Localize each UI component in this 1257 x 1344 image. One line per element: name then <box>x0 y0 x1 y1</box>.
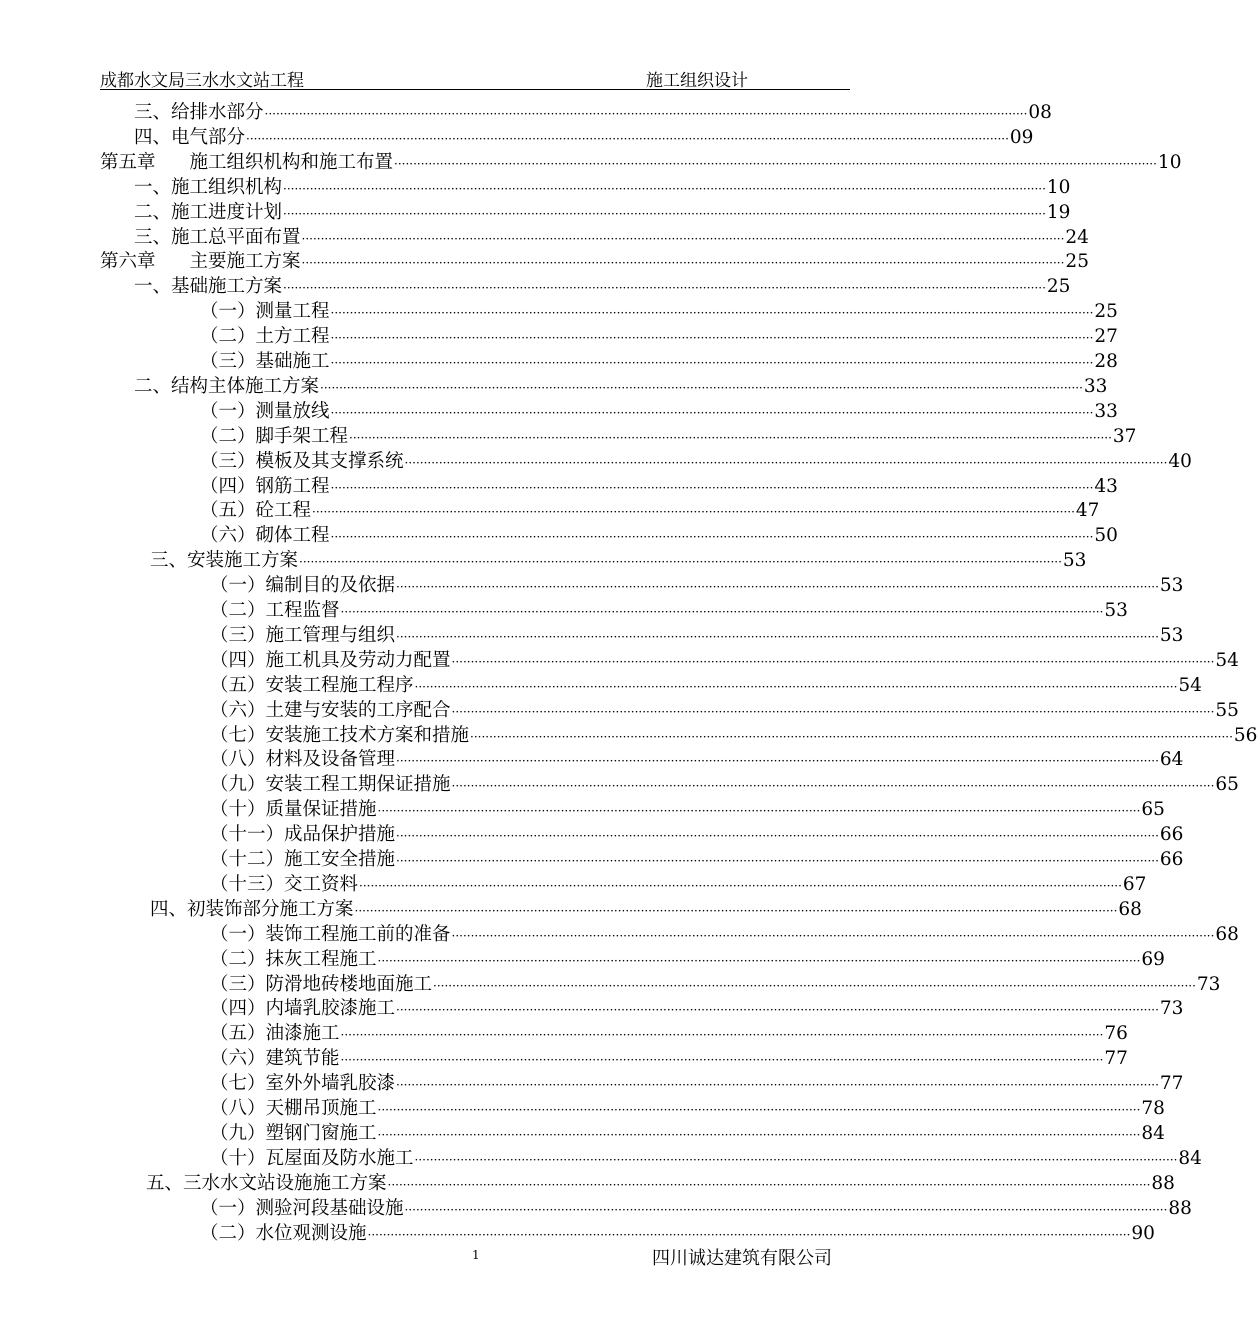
toc-entry-title: （十一）成品保护措施 <box>210 824 396 846</box>
toc-entry[interactable] <box>200 424 1137 449</box>
toc-entry-page: 55 <box>1215 699 1239 721</box>
toc-entry[interactable] <box>210 1021 1128 1046</box>
toc-entry[interactable] <box>150 548 1087 573</box>
toc-entry[interactable] <box>134 100 1052 125</box>
toc-entry-title: （十）质量保证措施 <box>210 799 377 821</box>
toc-leader-dots: ········································································································································································································ <box>301 231 1065 246</box>
toc-leader-dots: ········································································································································································································ <box>377 1127 1141 1142</box>
toc-leader-dots: ········································································································································································································ <box>404 1202 1168 1217</box>
toc-leader-dots: ········································································································································································································ <box>354 903 1118 918</box>
toc-leader-dots: ········································································································································································································ <box>330 405 1094 420</box>
toc-entry-page: 53 <box>1159 624 1184 646</box>
toc-leader-dots: ········································································································································································································ <box>433 978 1196 993</box>
toc-entry-title: （九）安装工程工期保证措施 <box>210 774 451 796</box>
toc-entry-title: 二、施工进度计划 <box>134 201 283 223</box>
toc-entry[interactable] <box>210 972 1221 997</box>
toc-entry-page: 54 <box>1215 649 1239 671</box>
toc-leader-dots: ········································································································································································································ <box>377 804 1141 819</box>
toc-entry-page: 67 <box>1122 873 1147 895</box>
toc-entry-page: 64 <box>1159 749 1184 771</box>
toc-leader-dots: ········································································································································································································ <box>330 331 1094 346</box>
toc-entry-title: 四、初装饰部分施工方案 <box>150 898 354 920</box>
toc-entry-title: （三）施工管理与组织 <box>210 624 396 646</box>
toc-entry[interactable] <box>100 150 1182 175</box>
toc-entry[interactable] <box>200 349 1118 374</box>
toc-entry-page: 53 <box>1062 550 1087 572</box>
toc-entry-title: （二）水位观测设施 <box>200 1222 367 1244</box>
toc-entry-page: 66 <box>1159 824 1184 846</box>
toc-leader-dots: ········································································································································································································ <box>340 1053 1104 1068</box>
toc-entry[interactable] <box>210 1121 1165 1146</box>
toc-entry[interactable] <box>200 324 1118 349</box>
toc-entry[interactable] <box>210 772 1239 797</box>
toc-leader-dots: ········································································································································································································ <box>312 505 1075 520</box>
toc-leader-dots: ········································································································································································································ <box>396 629 1159 644</box>
toc-entry-page: 69 <box>1141 948 1165 970</box>
toc-entry[interactable] <box>210 847 1184 872</box>
toc-leader-dots: ········································································································································································································ <box>414 679 1178 694</box>
toc-entry-title: （七）安装施工技术方案和措施 <box>210 724 470 746</box>
toc-entry-title: （二）脚手架工程 <box>200 425 349 447</box>
toc-leader-dots: ········································································································································································································ <box>451 779 1215 794</box>
header-rule <box>100 89 850 90</box>
toc-entry-title: （四）钢筋工程 <box>200 475 330 497</box>
toc-entry[interactable] <box>200 299 1118 324</box>
toc-entry[interactable] <box>210 573 1184 598</box>
toc-entry-title: （六）砌体工程 <box>200 525 330 547</box>
toc-leader-dots: ········································································································································································································ <box>451 928 1215 943</box>
toc-entry-page: 65 <box>1215 774 1239 796</box>
toc-chapter-title: 施工组织机构和施工布置 <box>189 151 394 173</box>
toc-entry-title: （三）模板及其支撑系统 <box>200 450 404 472</box>
toc-entry[interactable] <box>210 1146 1202 1171</box>
toc-entry[interactable] <box>200 474 1118 499</box>
toc-leader-dots: ········································································································································································································ <box>451 704 1215 719</box>
toc-leader-dots: ········································································································································································································ <box>414 1152 1178 1167</box>
toc-entry-title: （九）塑钢门窗施工 <box>210 1122 377 1144</box>
toc-entry-page: 43 <box>1094 475 1118 497</box>
toc-entry-page: 50 <box>1094 525 1118 547</box>
toc-entry-page: 09 <box>1009 126 1034 148</box>
header-project-title: 成都水文局三水水文站工程 <box>100 71 304 91</box>
toc-entry-page: 54 <box>1178 674 1202 696</box>
toc-entry-page: 88 <box>1151 1172 1175 1194</box>
toc-entry[interactable] <box>134 175 1071 200</box>
toc-entry-title: （六）土建与安装的工序配合 <box>210 699 451 721</box>
toc-leader-dots: ········································································································································································································ <box>340 1028 1104 1043</box>
toc-entry-page: 47 <box>1075 500 1100 522</box>
toc-leader-dots: ········································································································································································································ <box>451 654 1215 669</box>
toc-entry-title: （八）材料及设备管理 <box>210 749 396 771</box>
toc-entry-page: 73 <box>1159 998 1184 1020</box>
toc-entry-title: （六）建筑节能 <box>210 1048 340 1070</box>
toc-entry-page: 25 <box>1094 301 1118 323</box>
toc-leader-dots: ········································································································································································································ <box>396 1078 1159 1093</box>
toc-leader-dots: ········································································································································································································ <box>330 306 1094 321</box>
toc-entry[interactable] <box>210 872 1147 897</box>
toc-entry-page: 68 <box>1118 898 1142 920</box>
toc-entry-title: （三）防滑地砖楼地面施工 <box>210 973 433 995</box>
toc-entry-page: 56 <box>1233 724 1257 746</box>
toc-entry-title: （二）抹灰工程施工 <box>210 948 377 970</box>
toc-leader-dots: ········································································································································································································ <box>470 729 1233 744</box>
toc-entry-page: 28 <box>1094 351 1118 372</box>
toc-entry[interactable] <box>210 947 1165 972</box>
toc-leader-dots: ········································································································································································································ <box>246 131 1009 146</box>
toc-entry[interactable] <box>210 1071 1184 1096</box>
toc-entry[interactable] <box>210 698 1239 723</box>
toc-entry-page: 84 <box>1178 1147 1202 1169</box>
toc-entry-page: 10 <box>1157 151 1182 173</box>
toc-entry[interactable] <box>134 200 1071 225</box>
toc-leader-dots: ········································································································································································································ <box>367 1227 1131 1242</box>
toc-entry-title: 五、三水水文站设施施工方案 <box>146 1172 387 1194</box>
toc-entry-title: （一）测验河段基础设施 <box>200 1197 404 1219</box>
toc-entry-title: （一）测量工程 <box>200 301 330 323</box>
toc-entry-page: 90 <box>1131 1222 1155 1244</box>
toc-leader-dots: ········································································································································································································ <box>264 107 1028 121</box>
toc-leader-dots: ········································································································································································································ <box>404 455 1168 470</box>
toc-entry-page: 68 <box>1215 923 1239 945</box>
toc-leader-dots: ········································································································································································································ <box>377 953 1141 968</box>
toc-entry-title: 第六章 <box>100 251 156 273</box>
toc-entry[interactable] <box>210 822 1184 847</box>
toc-leader-dots: ········································································································································································································ <box>340 605 1104 619</box>
toc-entry-page: 37 <box>1112 425 1137 447</box>
toc-leader-dots: ········································································································································································································ <box>396 829 1159 844</box>
toc-entry[interactable] <box>134 225 1089 250</box>
toc-entry[interactable] <box>210 1096 1165 1121</box>
toc-entry-title: （八）天棚吊顶施工 <box>210 1098 377 1119</box>
toc-entry[interactable] <box>210 797 1165 822</box>
toc-entry-page: 73 <box>1196 973 1221 995</box>
toc-entry[interactable] <box>210 623 1184 648</box>
toc-entry-title: 一、基础施工方案 <box>134 276 283 298</box>
toc-entry-page: 76 <box>1104 1023 1128 1045</box>
toc-entry-page: 53 <box>1104 600 1128 621</box>
toc-entry[interactable] <box>200 498 1100 523</box>
toc-entry[interactable] <box>210 723 1257 748</box>
toc-leader-dots: ········································································································································································································ <box>396 580 1159 595</box>
toc-entry-title: （四）施工机具及劳动力配置 <box>210 649 451 671</box>
toc-leader-dots: ········································································································································································································ <box>396 754 1159 769</box>
toc-leader-dots: ········································································································································································································ <box>396 1003 1159 1018</box>
toc-leader-dots: ········································································································································································································ <box>387 1177 1151 1192</box>
toc-entry[interactable] <box>200 449 1192 474</box>
toc-entry-page: 33 <box>1083 375 1108 397</box>
toc-entry-page: 77 <box>1104 1048 1128 1070</box>
toc-entry-page: 53 <box>1159 575 1184 597</box>
toc-entry-page: 33 <box>1094 400 1118 422</box>
toc-entry[interactable] <box>134 125 1034 150</box>
toc-entry[interactable] <box>200 523 1118 548</box>
toc-leader-dots: ········································································································································································································ <box>396 854 1159 868</box>
toc-entry-title: （一）装饰工程施工前的准备 <box>210 923 451 945</box>
toc-entry-page: 25 <box>1046 276 1071 298</box>
toc-entry[interactable] <box>146 1171 1175 1196</box>
toc-entry-title: 一、施工组织机构 <box>134 176 283 198</box>
toc-entry-title: （五）砼工程 <box>200 500 312 522</box>
toc-entry[interactable] <box>134 374 1108 399</box>
toc-entry[interactable] <box>210 1046 1128 1071</box>
toc-entry-page: 88 <box>1168 1197 1192 1219</box>
toc-entry[interactable] <box>210 747 1184 772</box>
toc-entry-page: 24 <box>1065 226 1089 248</box>
toc-entry-page: 84 <box>1141 1122 1165 1144</box>
toc-entry-title: （二）工程监督 <box>210 600 340 621</box>
toc-entry-page: 27 <box>1094 326 1118 348</box>
toc-entry-page: 78 <box>1141 1098 1165 1119</box>
toc-entry-page: 08 <box>1028 102 1052 123</box>
toc-entry-title: （三）基础施工 <box>200 351 330 372</box>
toc-chapter-title: 主要施工方案 <box>189 251 301 273</box>
toc-entry-page: 77 <box>1159 1073 1184 1095</box>
toc-entry-title: （一）编制目的及依据 <box>210 575 396 597</box>
toc-leader-dots: ········································································································································································································ <box>394 156 1157 171</box>
footer-company-name: 四川诚达建筑有限公司 <box>652 1248 832 1269</box>
toc-entry-title: （十三）交工资料 <box>210 873 359 895</box>
header-document-type: 施工组织设计 <box>646 71 748 91</box>
toc-entry[interactable] <box>210 598 1128 623</box>
toc-entry-title: （十）瓦屋面及防水施工 <box>210 1147 414 1169</box>
toc-entry-page: 25 <box>1065 251 1089 273</box>
toc-entry-title: 第五章 <box>100 151 156 173</box>
footer-page-number: 1 <box>472 1248 480 1262</box>
toc-entry-title: （五）安装工程施工程序 <box>210 674 414 696</box>
toc-entry-title: 二、结构主体施工方案 <box>134 375 320 397</box>
toc-entry-title: 三、安装施工方案 <box>150 550 299 572</box>
toc-entry-page: 66 <box>1159 849 1184 870</box>
toc-entry-page: 10 <box>1046 176 1071 198</box>
toc-entry[interactable] <box>150 897 1142 922</box>
toc-leader-dots: ········································································································································································································ <box>320 380 1083 395</box>
toc-leader-dots: ········································································································································································································ <box>349 430 1112 445</box>
toc-entry-title: 三、施工总平面布置 <box>134 226 301 248</box>
toc-entry[interactable] <box>200 1196 1192 1221</box>
toc-entry-page: 40 <box>1168 450 1192 472</box>
toc-entry[interactable] <box>134 274 1071 299</box>
toc-entry-title: （二）土方工程 <box>200 326 330 348</box>
toc-leader-dots: ········································································································································································································ <box>283 206 1046 221</box>
toc-leader-dots: ········································································································································································································ <box>283 281 1046 296</box>
toc-entry-title: （一）测量放线 <box>200 400 330 422</box>
toc-leader-dots: ········································································································································································································ <box>330 356 1094 370</box>
toc-leader-dots: ········································································································································································································ <box>299 555 1062 570</box>
toc-entry-page: 65 <box>1141 799 1165 821</box>
toc-entry-title: （十二）施工安全措施 <box>210 849 396 870</box>
toc-entry[interactable] <box>210 922 1239 947</box>
toc-entry[interactable] <box>200 1221 1155 1246</box>
toc-leader-dots: ········································································································································································································ <box>301 256 1065 271</box>
toc-entry[interactable] <box>210 996 1184 1021</box>
toc-entry[interactable] <box>200 399 1118 424</box>
toc-leader-dots: ········································································································································································································ <box>283 181 1046 196</box>
toc-entry[interactable] <box>210 648 1239 673</box>
toc-entry[interactable] <box>210 673 1202 698</box>
toc-leader-dots: ········································································································································································································ <box>359 878 1122 893</box>
toc-entry-page: 19 <box>1046 201 1071 223</box>
toc-leader-dots: ········································································································································································································ <box>377 1103 1141 1117</box>
toc-entry-title: 三、给排水部分 <box>134 102 264 123</box>
toc-leader-dots: ········································································································································································································ <box>330 530 1094 545</box>
toc-entry-title: 四、电气部分 <box>134 126 246 148</box>
toc-entry-title: （四）内墙乳胶漆施工 <box>210 998 396 1020</box>
toc-entry[interactable] <box>100 249 1089 274</box>
toc-leader-dots: ········································································································································································································ <box>330 480 1094 495</box>
toc-entry-title: （七）室外外墙乳胶漆 <box>210 1073 396 1095</box>
toc-entry-title: （五）油漆施工 <box>210 1023 340 1045</box>
